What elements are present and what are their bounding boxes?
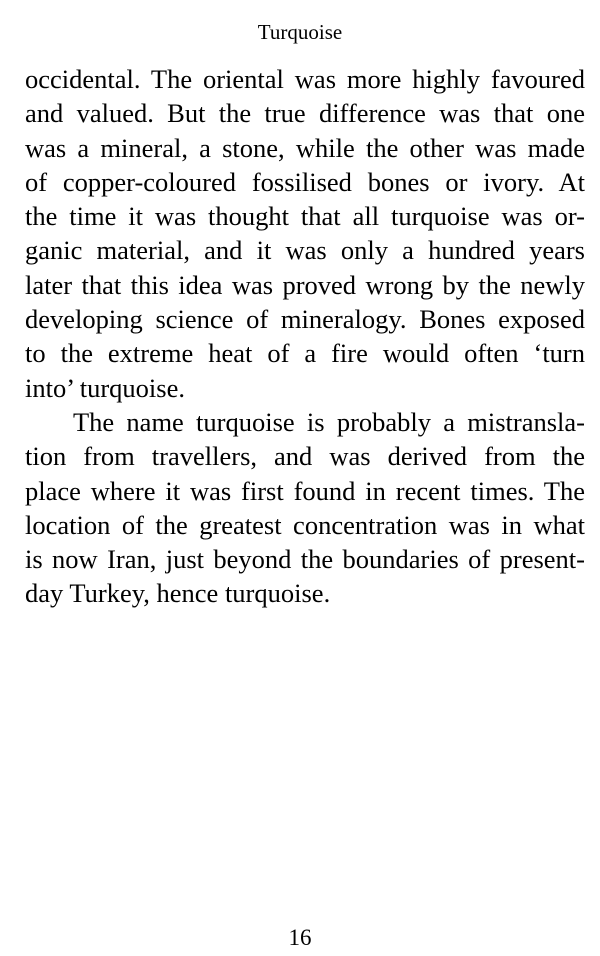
text-line: later that this idea was proved wrong by the newly [25, 269, 585, 300]
text-line: day Turkey, hence turquoise. [25, 578, 331, 609]
text-line: was a mineral, a stone, while the other was made [25, 132, 585, 163]
text-line: is now Iran, just beyond the boundaries of present- [25, 544, 585, 575]
text-line: into’ turquoise. [25, 372, 185, 403]
paragraph-2 [25, 405, 585, 611]
body-text [25, 62, 585, 611]
text-line: ganic material, and it was only a hundred years [25, 235, 585, 266]
text-line: tion from travellers, and was derived from the [25, 441, 585, 472]
text-line: to the extreme heat of a fire would often ‘turn [25, 338, 585, 369]
text-line: developing science of mineralogy. Bones exposed [25, 304, 585, 335]
text-line: the time it was thought that all turquoise was or- [25, 201, 585, 232]
page-number: 16 [288, 925, 312, 950]
text-line: The name turquoise is probably a mistransla- [73, 406, 585, 437]
text-line: and valued. But the true difference was that one [25, 98, 585, 129]
text-line: of copper-coloured fossilised bones or ivory. At [25, 166, 585, 197]
running-head: Turquoise [257, 20, 343, 44]
paragraph-1 [25, 62, 585, 405]
text-line: place where it was first found in recent times. The [25, 475, 585, 506]
text-line: occidental. The oriental was more highly favoured [25, 64, 585, 94]
text-line: location of the greatest concentration was in what [25, 509, 585, 540]
